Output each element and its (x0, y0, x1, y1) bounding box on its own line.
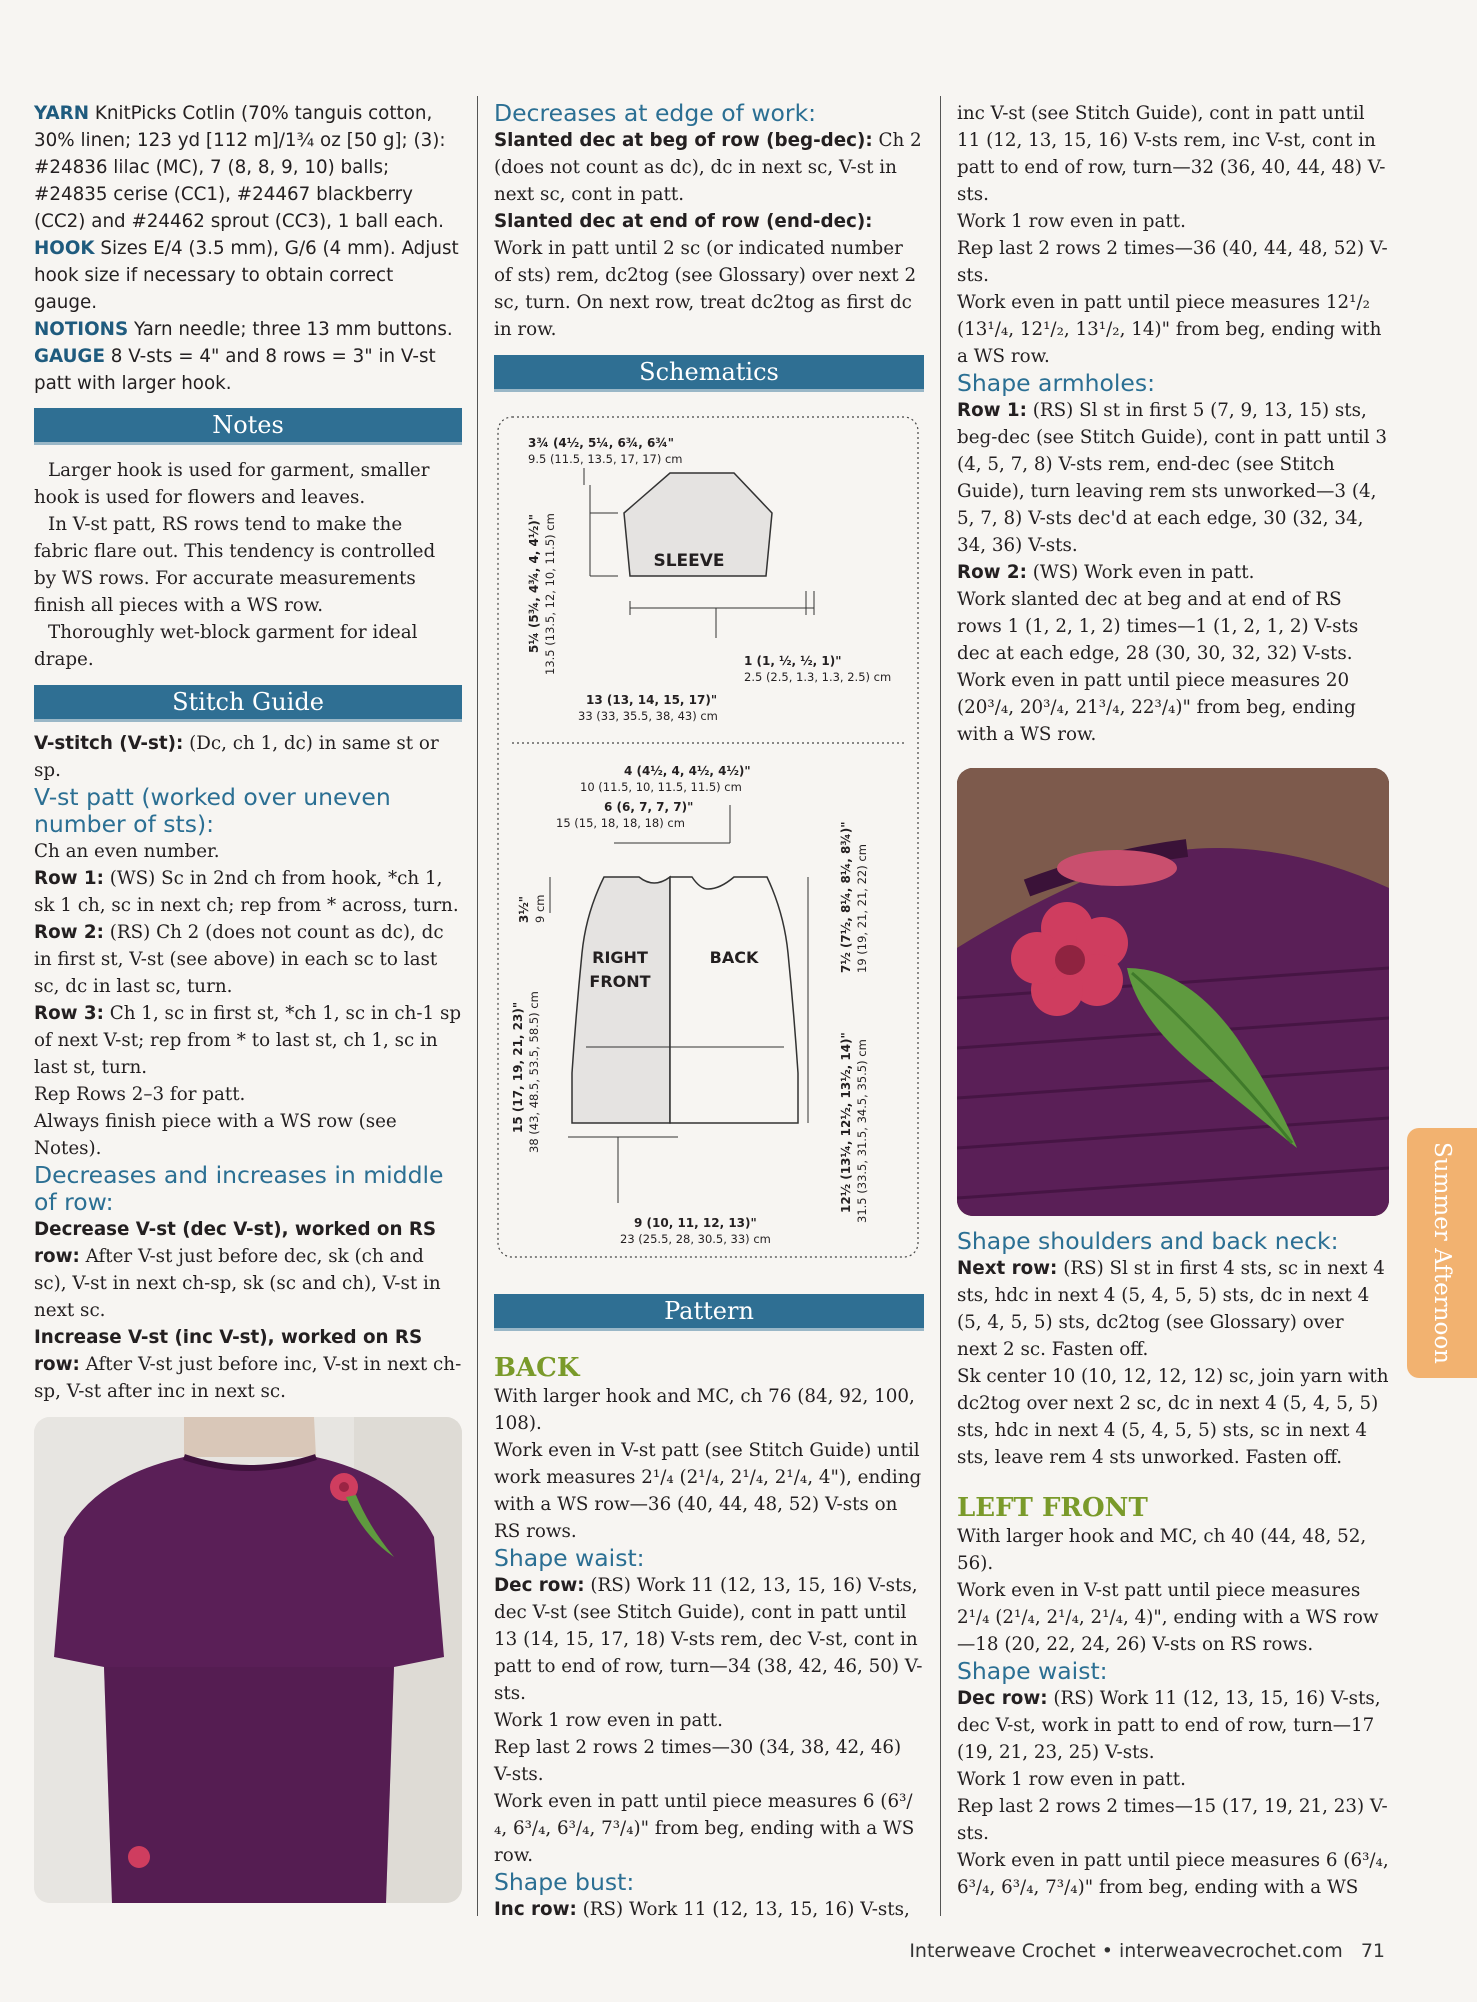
row-2-label: Row 2: (34, 922, 104, 943)
next-row-text: (RS) Sl st in first 4 sts, sc in next 4 sts, hdc in next 4 (5, 4, 5, 5) sts, dc in next 4 (5, 4, 5, 5) sts, dc2tog (see Glossary) over next 2 sc. Fasten off. (957, 1258, 1385, 1360)
yarn-text: KnitPicks Cotlin (70% tanguis cotton, 30% linen; 123 yd [112 m]/1¾ oz [50 g]; (3): #24836 lilac (MC), 7 (8, 8, 9, 10) balls; #24835 cerise (CC1), #24467 blackberry (CC2) and #24462 sprout (CC3), 1 ball each. (34, 103, 446, 232)
row-3-text: Ch 1, sc in first st, *ch 1, sc in ch-1 sp of next V-st; rep from * to last st, ch 1, sc in last st, turn. (34, 1003, 462, 1078)
section-tab-label: Summer Afternoon (1429, 1142, 1455, 1364)
dec-inc-heading: Decreases and increases in middle of row: (34, 1161, 444, 1216)
notions-spec (34, 316, 462, 343)
row-3 (34, 1000, 462, 1081)
next-row-label: Next row: (957, 1258, 1058, 1279)
beg-dec (494, 127, 924, 208)
hook-text: Sizes E/4 (3.5 mm), G/6 (4 mm). Adjust hook size if necessary to obtain correct gauge. (34, 238, 459, 313)
shoulders-heading: Shape shoulders and back neck: (957, 1227, 1339, 1255)
schematics-banner: Schematics (494, 355, 924, 392)
hook-spec (34, 235, 462, 316)
back-p1: With larger hook and MC, ch 76 (84, 92, 100, 108). (494, 1386, 915, 1434)
armhole-row-2-label: Row 2: (957, 562, 1027, 583)
armholes-heading: Shape armholes: (957, 369, 1156, 397)
right-front-label-2: FRONT (589, 972, 651, 991)
column-3-lower (957, 1228, 1389, 1901)
end-dec-text: Work in patt until 2 sc (or indicated number of sts) rem, dc2tog (see Glossary) over next 2 sc, turn. On next row, treat dc2tog as first dc in row. (494, 238, 917, 340)
armhole-p1: Work slanted dec at beg and at end of RS rows 1 (1, 2, 1, 2) times—1 (1, 2, 1, 2) V-sts dec at each edge, 28 (30, 30, 32, 32) V-sts. (957, 589, 1359, 664)
sk-center: Sk center 10 (10, 12, 12, 12) sc, join yarn with dc2tog over next 2 sc, dc in next 4 (5, 4, 5, 5) sts, hdc in next 4 (5, 4, 5, 5) sts, sc in next 4 sts, leave rem 4 sts unworked. Fasten off. (957, 1366, 1389, 1468)
neck-drop-dim-cm: 9 cm (533, 894, 547, 923)
c3-p4: Work even in patt until piece measures 12¹/₂ (13¹/₄, 12¹/₂, 13¹/₂, 14)" from beg, ending with a WS row. (957, 292, 1382, 367)
right-front-label-1: RIGHT (592, 948, 648, 967)
stitch-guide-banner: Stitch Guide (34, 685, 462, 722)
vst-text: (Dc, ch 1, dc) in same st or sp. (34, 733, 439, 781)
notions-text: Yarn needle; three 13 mm buttons. (133, 319, 453, 340)
gauge-label: GAUGE (34, 346, 105, 367)
back-heading: BACK (494, 1353, 580, 1383)
note-1: Larger hook is used for garment, smaller hook is used for flowers and leaves. (34, 460, 430, 508)
row-1-text: (WS) Sc in 2nd ch from hook, *ch 1, sk 1 ch, sc in next ch; rep from * across, turn. (34, 868, 459, 916)
inc-vst (34, 1324, 462, 1405)
sweater-back-illustration (34, 1417, 462, 1903)
sleeve-top-dim: 3¾ (4½, 5¼, 6¾, 6¾" (528, 436, 674, 450)
yarn-spec (34, 100, 462, 235)
lf-work1: Work 1 row even in patt. (957, 1769, 1186, 1790)
inc-row-text: (RS) Work 11 (12, 13, 15, 16) V-sts, (582, 1899, 910, 1920)
armhole-row-1 (957, 397, 1389, 559)
gauge-spec (34, 343, 462, 397)
back-dec-row (494, 1572, 924, 1707)
vst-definition (34, 730, 462, 784)
length-dim-cm: 31.5 (33.5, 31.5, 34.5, 35.5) cm (855, 1039, 869, 1223)
armhole-row-1-text: (RS) Sl st in first 5 (7, 9, 13, 15) sts, beg-dec (see Stitch Guide), cont in patt until 3 (4, 5, 7, 8) V-sts rem, end-dec (see Stitch Guide), turn leaving rem sts unworked—3 (4, 5, 7, 8) V-sts dec'd at each edge, 30 (32, 34, 34, 36) V-sts. (957, 400, 1388, 556)
dec-vst-label: Decrease V-st (dec V-st), worked on RS row: (34, 1219, 437, 1267)
end-dec (494, 208, 924, 343)
shoulder-dim-cm: 15 (15, 18, 18, 18) cm (556, 816, 685, 830)
back-waist-heading: Shape waist: (494, 1544, 645, 1572)
back-p2: Work even in V-st patt (see Stitch Guide) until work measures 2¹/₄ (2¹/₄, 2¹/₄, 2¹/₄, 4"), ending with a WS row—36 (40, 44, 48, 52) V-sts on RS rows. (494, 1440, 922, 1542)
column-2 (494, 100, 924, 392)
footer-text: Interweave Crochet • interweavecrochet.com (909, 1940, 1343, 1962)
section-tab (1407, 1128, 1477, 1378)
vst-patt-heading: V-st patt (worked over uneven number of sts): (34, 783, 391, 838)
sleeve-height-dim-cm: 13.5 (13.5, 12, 10, 11.5) cm (543, 513, 557, 675)
back-dec-row-text: (RS) Work 11 (12, 13, 15, 16) V-sts, dec V-st (see Stitch Guide), cont in patt until 13 (14, 15, 17, 18) V-sts rem, dec V-st, cont in patt to end of row, turn—34 (38, 42, 46, 50) V-sts. (494, 1575, 923, 1704)
dec-vst (34, 1216, 462, 1324)
column-3 (957, 100, 1389, 748)
notes-banner: Notes (34, 408, 462, 445)
page-footer (895, 1940, 1385, 1962)
column-2-pattern (494, 1294, 924, 1923)
lf-p2: Work even in V-st patt until piece measures 2¹/₄ (2¹/₄, 2¹/₄, 2¹/₄, 4)", ending with a WS row—18 (20, 22, 24, 26) V-sts on RS rows. (957, 1580, 1379, 1655)
ch-even: Ch an even number. (34, 841, 220, 862)
rep-rows: Rep Rows 2–3 for patt. (34, 1084, 246, 1105)
end-dec-label: Slanted dec at end of row (end-dec): (494, 211, 873, 232)
sleeve-top-dim-cm: 9.5 (11.5, 13.5, 17, 17) cm (528, 452, 683, 466)
neck-drop-dim: 3½" (517, 895, 531, 923)
notions-label: NOTIONS (34, 319, 129, 340)
lf-dec-row-label: Dec row: (957, 1688, 1048, 1709)
pattern-banner: Pattern (494, 1294, 924, 1331)
c3-p3: Rep last 2 rows 2 times—36 (40, 44, 48, 52) V-sts. (957, 238, 1388, 286)
note-3: Thoroughly wet-block garment for ideal drape. (34, 622, 418, 670)
hem-dim-cm: 23 (25.5, 28, 30.5, 33) cm (620, 1232, 771, 1246)
bust-dim: 15 (17, 19, 21, 23)" (511, 1001, 525, 1133)
back-rep2: Rep last 2 rows 2 times—30 (34, 38, 42, 46) V-sts. (494, 1737, 902, 1785)
row-1-label: Row 1: (34, 868, 104, 889)
yarn-label: YARN (34, 103, 90, 124)
flower-detail-illustration (957, 768, 1389, 1216)
lf-dec-row-text: (RS) Work 11 (12, 13, 15, 16) V-sts, dec V-st, work in patt to end of row, turn—17 (19, 21, 23, 25) V-sts. (957, 1688, 1381, 1763)
row-1 (34, 865, 462, 919)
column-divider-2 (940, 96, 941, 1916)
schematics-diagram (494, 413, 924, 1263)
bust-heading: Shape bust: (494, 1868, 635, 1896)
note-2: In V-st patt, RS rows tend to make the fabric flare out. This tendency is controlled by WS rows. For accurate measurements finish all pieces with a WS row. (34, 514, 436, 616)
armhole-row-2-text: (WS) Work even in patt. (1032, 562, 1255, 583)
back-label: BACK (709, 948, 759, 967)
vst-label: V-stitch (V-st): (34, 733, 184, 754)
sleeve-cuff-dim-cm: 2.5 (2.5, 1.3, 1.3, 2.5) cm (744, 670, 892, 684)
armhole-row-1-label: Row 1: (957, 400, 1027, 421)
neck-width-dim: 4 (4½, 4, 4½, 4½)" (624, 764, 751, 778)
back-dec-row-label: Dec row: (494, 1575, 585, 1596)
shoulder-dim: 6 (6, 7, 7, 7)" (604, 800, 694, 814)
row-2 (34, 919, 462, 1000)
row-2-text: (RS) Ch 2 (does not count as dc), dc in first st, V-st (see above) in each sc to last sc, dc in last sc, turn. (34, 922, 444, 997)
hem-dim: 9 (10, 11, 12, 13)" (634, 1216, 757, 1230)
sleeve-height-dim: 5¼ (5¾, 4¾, 4, 4½)" (527, 513, 541, 653)
armhole-dim: 7½ (7½, 8¼, 8¼, 8¾)" (839, 821, 853, 973)
gauge-text: 8 V-sts = 4" and 8 rows = 3" in V-st patt with larger hook. (34, 346, 436, 394)
back-work1: Work 1 row even in patt. (494, 1710, 723, 1731)
inc-row (494, 1896, 924, 1923)
dec-vst-text: After V-st just before dec, sk (ch and sc), V-st in next ch-sp, sk (sc and ch), V-st in next sc. (34, 1246, 441, 1321)
lf-waist-heading: Shape waist: (957, 1657, 1108, 1685)
next-row (957, 1255, 1389, 1363)
edge-decreases-heading: Decreases at edge of work: (494, 99, 817, 127)
armhole-dim-cm: 19 (19, 21, 21, 22) cm (855, 844, 869, 973)
sleeve-cuff-dim: 1 (1, ½, ½, 1)" (744, 654, 842, 668)
row-3-label: Row 3: (34, 1003, 104, 1024)
c3-p2: Work 1 row even in patt. (957, 211, 1186, 232)
armhole-row-2 (957, 559, 1389, 586)
column-1 (34, 100, 462, 1405)
sleeve-width-dim: 13 (13, 14, 15, 17)" (586, 693, 718, 707)
lf-rep: Rep last 2 rows 2 times—15 (17, 19, 21, 23) V-sts. (957, 1796, 1388, 1844)
lf-dec-row (957, 1685, 1389, 1766)
always-finish: Always finish piece with a WS row (see Notes). (34, 1111, 397, 1159)
inc-vst-text: After V-st just before inc, V-st in next ch-sp, V-st after inc in next sc. (34, 1354, 462, 1402)
length-dim: 12½ (13¼, 12½, 13½, 14)" (839, 1032, 853, 1213)
back-shape (670, 877, 798, 1123)
c3-p1: inc V-st (see Stitch Guide), cont in patt until 11 (12, 13, 15, 16) V-sts rem, inc V-st, cont in patt to end of row, turn—32 (36, 40, 44, 48) V-sts. (957, 103, 1386, 205)
page-number: 71 (1360, 1940, 1385, 1962)
inc-row-label: Inc row: (494, 1899, 577, 1920)
bust-dim-cm: 38 (43, 48.5, 53.5, 58.5) cm (527, 991, 541, 1153)
sleeve-label: SLEEVE (653, 551, 725, 571)
sweater-back-photo (34, 1417, 462, 1903)
armhole-p2: Work even in patt until piece measures 20 (20³/₄, 20³/₄, 21³/₄, 22³/₄)" from beg, ending with a WS row. (957, 670, 1356, 745)
right-front-shape (572, 877, 670, 1123)
beg-dec-text: Ch 2 (does not count as dc), dc in next sc, V-st in next sc, cont in patt. (494, 130, 922, 205)
column-divider-1 (477, 96, 478, 1916)
back-work-even: Work even in patt until piece measures 6 (6³/₄, 6³/₄, 6³/₄, 7³/₄)" from beg, ending with a WS row. (494, 1791, 915, 1866)
lf-p1: With larger hook and MC, ch 40 (44, 48, 52, 56). (957, 1526, 1367, 1574)
lf-even: Work even in patt until piece measures 6 (6³/₄, 6³/₄, 6³/₄, 7³/₄)" from beg, ending with a WS (957, 1850, 1389, 1898)
flower-detail-photo (957, 768, 1389, 1216)
inc-vst-label: Increase V-st (inc V-st), worked on RS row: (34, 1327, 423, 1375)
sleeve-width-dim-cm: 33 (33, 35.5, 38, 43) cm (578, 709, 718, 723)
neck-width-dim-cm: 10 (11.5, 10, 11.5, 11.5) cm (580, 780, 742, 794)
beg-dec-label: Slanted dec at beg of row (beg-dec): (494, 130, 873, 151)
hook-label: HOOK (34, 238, 95, 259)
left-front-heading: LEFT FRONT (957, 1493, 1148, 1523)
